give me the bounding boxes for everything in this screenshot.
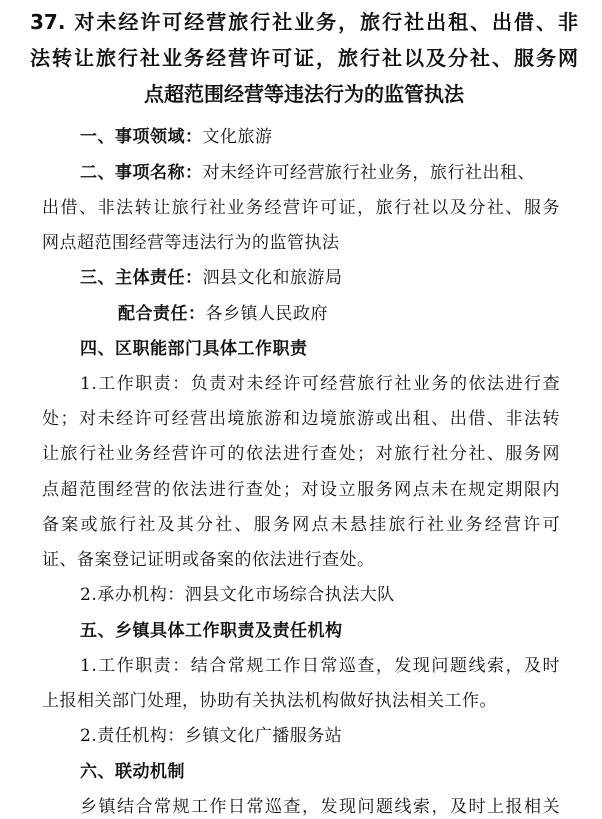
section-4-heading: 四、区职能部门具体工作职责 (80, 339, 308, 359)
title-line-2: 法转让旅行社业务经营许可证，旅行社以及分社、服务网 (30, 46, 578, 70)
cooperation-row (118, 302, 328, 326)
section-5-p1-line-1: 1.工作职责：结合常规工作日常巡查，发现问题线索，及时 (80, 656, 560, 676)
name-line-3: 网点超范围经营等违法行为的监管执法 (42, 233, 340, 253)
section-4-p1-line-4: 点超范围经营的依法进行查处；对设立服务网点未在规定期限内 (42, 480, 560, 500)
section-6-p1-line-1: 乡镇结合常规工作日常巡查，发现问题线索，及时上报相关 (80, 797, 560, 817)
section-4-p1-line-5: 备案或旅行社及其分社、服务网点未悬挂旅行社业务经营许可 (42, 515, 560, 535)
domain-label: 一、事项领域： (80, 127, 203, 147)
section-5-p2: 2.责任机构：乡镇文化广播服务站 (80, 726, 343, 746)
section-5-p1-line-2: 上报相关部门处理，协助有关执法机构做好执法相关工作。 (42, 691, 497, 711)
name-line-1: 对未经许可经营旅行社业务，旅行社出租、 (202, 163, 535, 183)
cooperation-value: 各乡镇人民政府 (205, 304, 328, 324)
section-4-p1-line-6: 证、备案登记证明或备案的依法进行查处。 (42, 550, 375, 570)
section-4-p1-line-2: 处；对未经许可经营出境旅游和边境旅游或出租、出借、非法转 (42, 409, 560, 429)
domain-value: 文化旅游 (202, 127, 273, 147)
title-line-3: 点超范围经营等违法行为的监管执法 (144, 82, 464, 106)
responsibility-row (80, 266, 343, 290)
name-label: 二、事项名称： (80, 163, 203, 183)
section-6-heading: 六、联动机制 (80, 762, 185, 782)
responsibility-label: 三、主体责任： (80, 268, 203, 288)
section-4-p1-line-3: 让旅行社业务经营许可的依法进行查处；对旅行社分社、服务网 (42, 444, 560, 464)
title-line-1: 37. 对未经许可经营旅行社业务，旅行社出租、出借、非 (30, 10, 578, 34)
domain-row (80, 125, 273, 149)
section-4-p2: 2.承办机构：泗县文化市场综合执法大队 (80, 585, 395, 605)
cooperation-label: 配合责任： (118, 304, 206, 324)
responsibility-value: 泗县文化和旅游局 (202, 268, 343, 288)
section-4-p1-line-1: 1.工作职责：负责对未经许可经营旅行社业务的依法进行查 (80, 374, 560, 394)
section-5-heading: 五、乡镇具体工作职责及责任机构 (80, 621, 343, 641)
name-line-2: 出借、非法转让旅行社业务经营许可证，旅行社以及分社、服务 (42, 198, 560, 218)
name-row (80, 161, 560, 185)
